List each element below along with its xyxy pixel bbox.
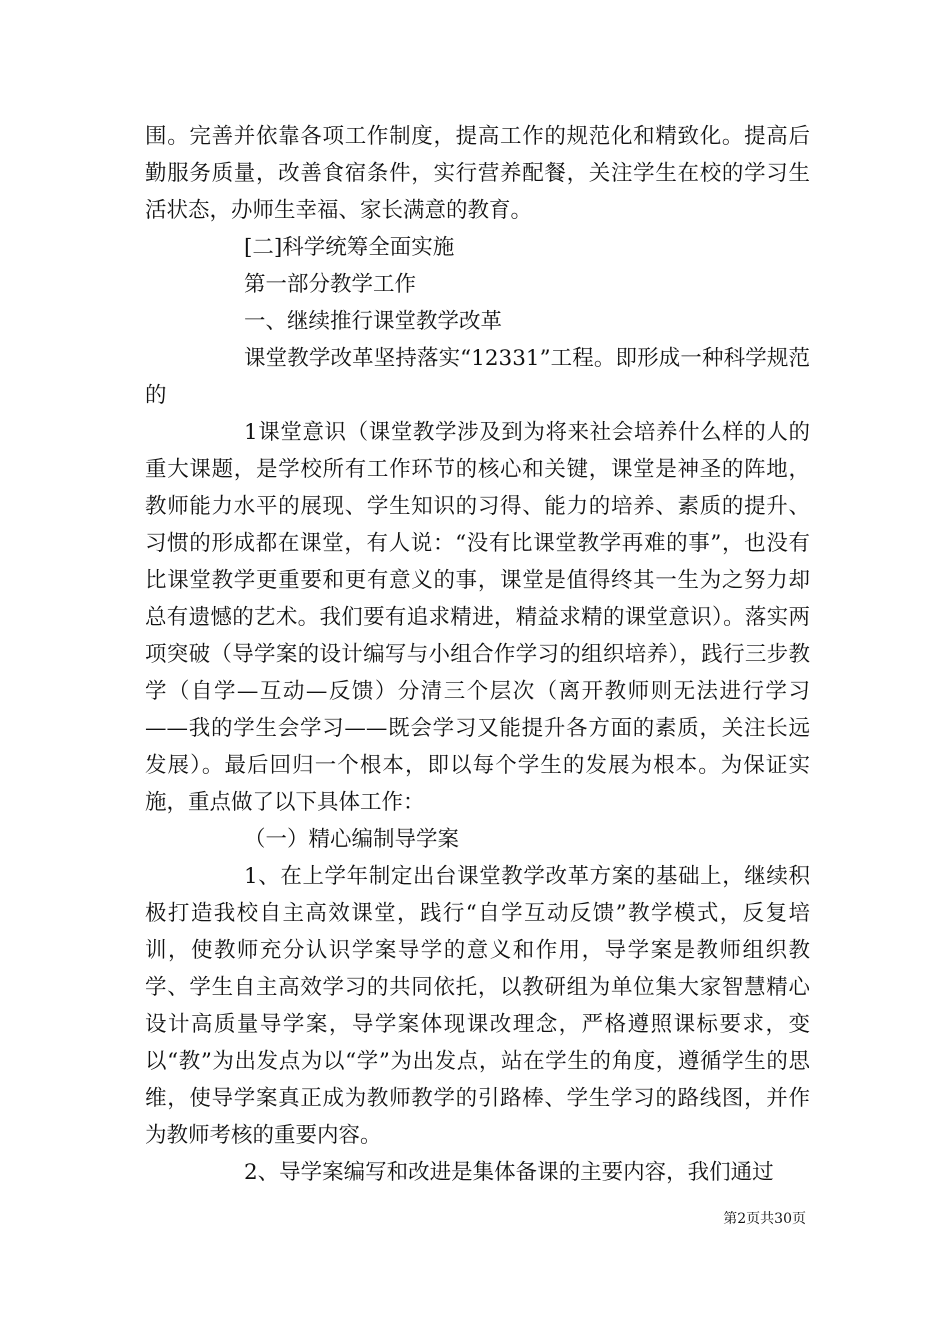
paragraph-item-2: 2、导学案编写和改进是集体备课的主要内容，我们通过 [244, 1160, 774, 1185]
item-heading-guide-plan: （一）精心编制导学案 [244, 827, 460, 852]
section-heading: [二]科学统筹全面实施 [244, 235, 455, 260]
page-number: 第2页共30页 [723, 1211, 806, 1227]
subsection-heading: 一、继续推行课堂教学改革 [244, 309, 503, 334]
paragraph-item-1: 1、在上学年制定出台课堂教学改革方案的基础上，继续积极打造我校自主高效课堂，践行“自学互动反馈”教学模式，反复培训，使教师充分认识学案导学的意义和作用，导学案是教师组织教学、学生自主高效学习的共同依托，以教研组为单位集大家智慧精心设计高质量导学案，导学案体现课改理念，严格遵照课标要求，变以“教”为出发点为以“学”为出发点，站在学生的角度，遵循学生的思维，使导学案真正成为教师教学的引路棒、学生学习的路线图，并作为教师考核的重要内容。 [145, 864, 810, 1148]
paragraph-classroom-awareness: 1课堂意识（课堂教学涉及到为将来社会培养什么样的人的重大课题，是学校所有工作环节的核心和关键，课堂是神圣的阵地，教师能力水平的展现、学生知识的习得、能力的培养、素质的提升、习惯的形成都在课堂，有人说：“没有比课堂教学再难的事”，也没有比课堂教学更重要和更有意义的事，课堂是值得终其一生为之努力却总有遗憾的艺术。我们要有追求精进，精益求精的课堂意识）。落实两项突破（导学案的设计编写与小组合作学习的组织培养），践行三步教学（自学—互动—反馈）分清三个层次（离开教师则无法进行学习——我的学生会学习——既会学习又能提升各方面的素质，关注长远发展）。最后回归一个根本，即以每个学生的发展为根本。为保证实施，重点做了以下具体工作： [145, 420, 810, 815]
paragraph-continuation: 围。完善并依靠各项工作制度，提高工作的规范化和精致化。提高后勤服务质量，改善食宿条件，实行营养配餐，关注学生在校的学习生活状态，办师生幸福、家长满意的教育。 [145, 124, 810, 223]
paragraph-12331: 课堂教学改革坚持落实“12331”工程。即形成一种科学规范的 [145, 346, 810, 408]
part-heading: 第一部分教学工作 [244, 272, 417, 297]
document-body [145, 118, 810, 1191]
